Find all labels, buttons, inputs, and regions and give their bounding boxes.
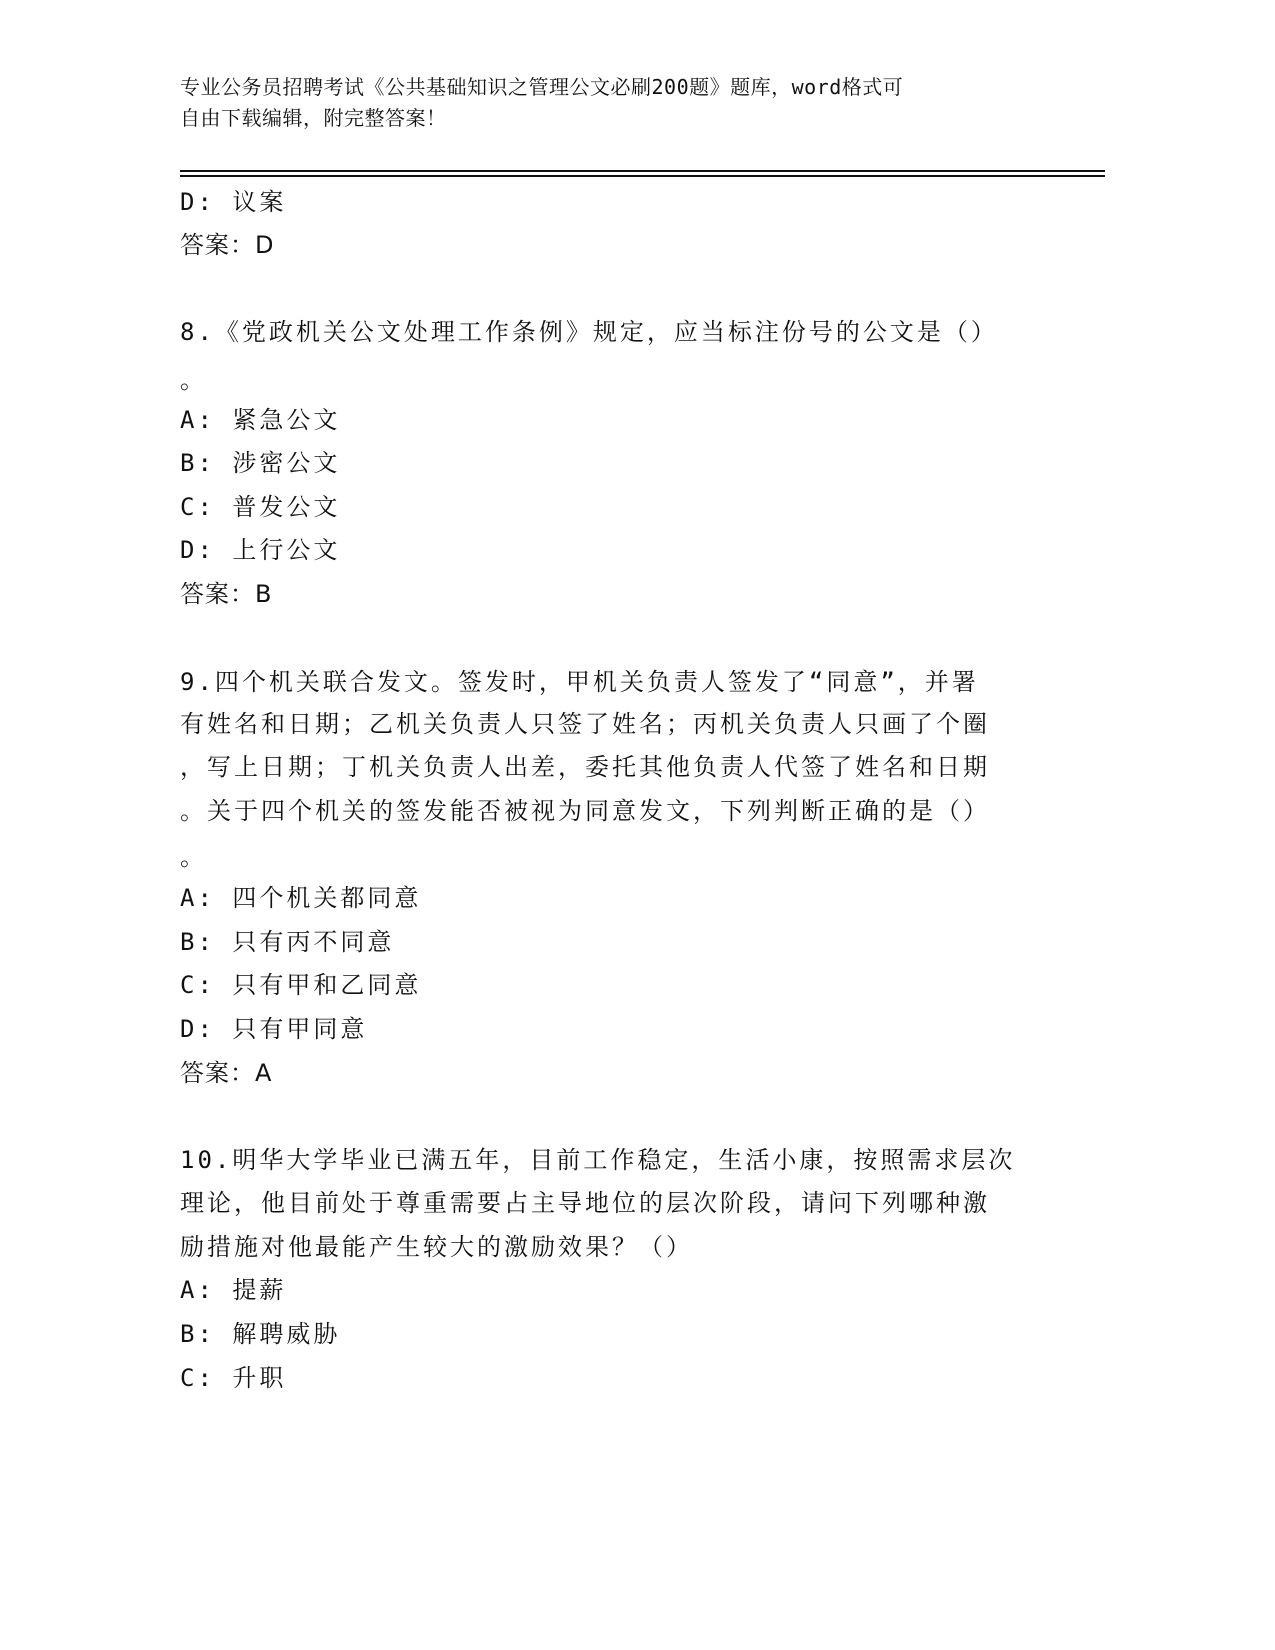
question-9-text: 。关于四个机关的签发能否被视为同意发文，下列判断正确的是（） [180, 797, 990, 825]
answer: 答案：D [180, 231, 275, 259]
option-a: A: 提薪 [180, 1276, 287, 1304]
header-divider [180, 170, 1105, 172]
document-header-line: 自由下载编辑，附完整答案！ [180, 106, 447, 130]
question-9-text: ，写上日期；丁机关负责人出差，委托其他负责人代签了姓名和日期 [180, 753, 990, 781]
answer: 答案：B [180, 580, 273, 608]
option-b: B: 只有丙不同意 [180, 928, 395, 956]
option-b: B: 解聘威胁 [180, 1320, 341, 1348]
question-9-text: 9.四个机关联合发文。签发时，甲机关负责人签发了“同意”，并署 [180, 668, 979, 696]
option-c: C: 只有甲和乙同意 [180, 971, 422, 999]
option-d: D: 议案 [180, 188, 287, 216]
option-a: A: 紧急公文 [180, 406, 341, 434]
option-a: A: 四个机关都同意 [180, 884, 422, 912]
option-d: D: 只有甲同意 [180, 1015, 368, 1043]
document-header-line: 专业公务员招聘考试《公共基础知识之管理公文必刷200题》题库，word格式可 [180, 75, 904, 99]
header-divider [180, 175, 1105, 177]
question-10-text: 10.明华大学毕业已满五年，目前工作稳定，生活小康，按照需求层次 [180, 1146, 1016, 1174]
question-8-text: 8.《党政机关公文处理工作条例》规定，应当标注份号的公文是（） [180, 318, 998, 346]
answer: 答案：A [180, 1059, 273, 1087]
option-b: B: 涉密公文 [180, 449, 341, 477]
question-10-text: 励措施对他最能产生较大的激励效果？（） [180, 1233, 693, 1261]
question-9-text: 。 [180, 843, 207, 871]
option-c: C: 升职 [180, 1364, 287, 1392]
question-9-text: 有姓名和日期；乙机关负责人只签了姓名；丙机关负责人只画了个圈 [180, 710, 990, 738]
option-c: C: 普发公文 [180, 493, 341, 521]
question-8-text: 。 [180, 366, 207, 394]
question-10-text: 理论，他目前处于尊重需要占主导地位的层次阶段，请问下列哪种激 [180, 1189, 990, 1217]
option-d: D: 上行公文 [180, 536, 341, 564]
